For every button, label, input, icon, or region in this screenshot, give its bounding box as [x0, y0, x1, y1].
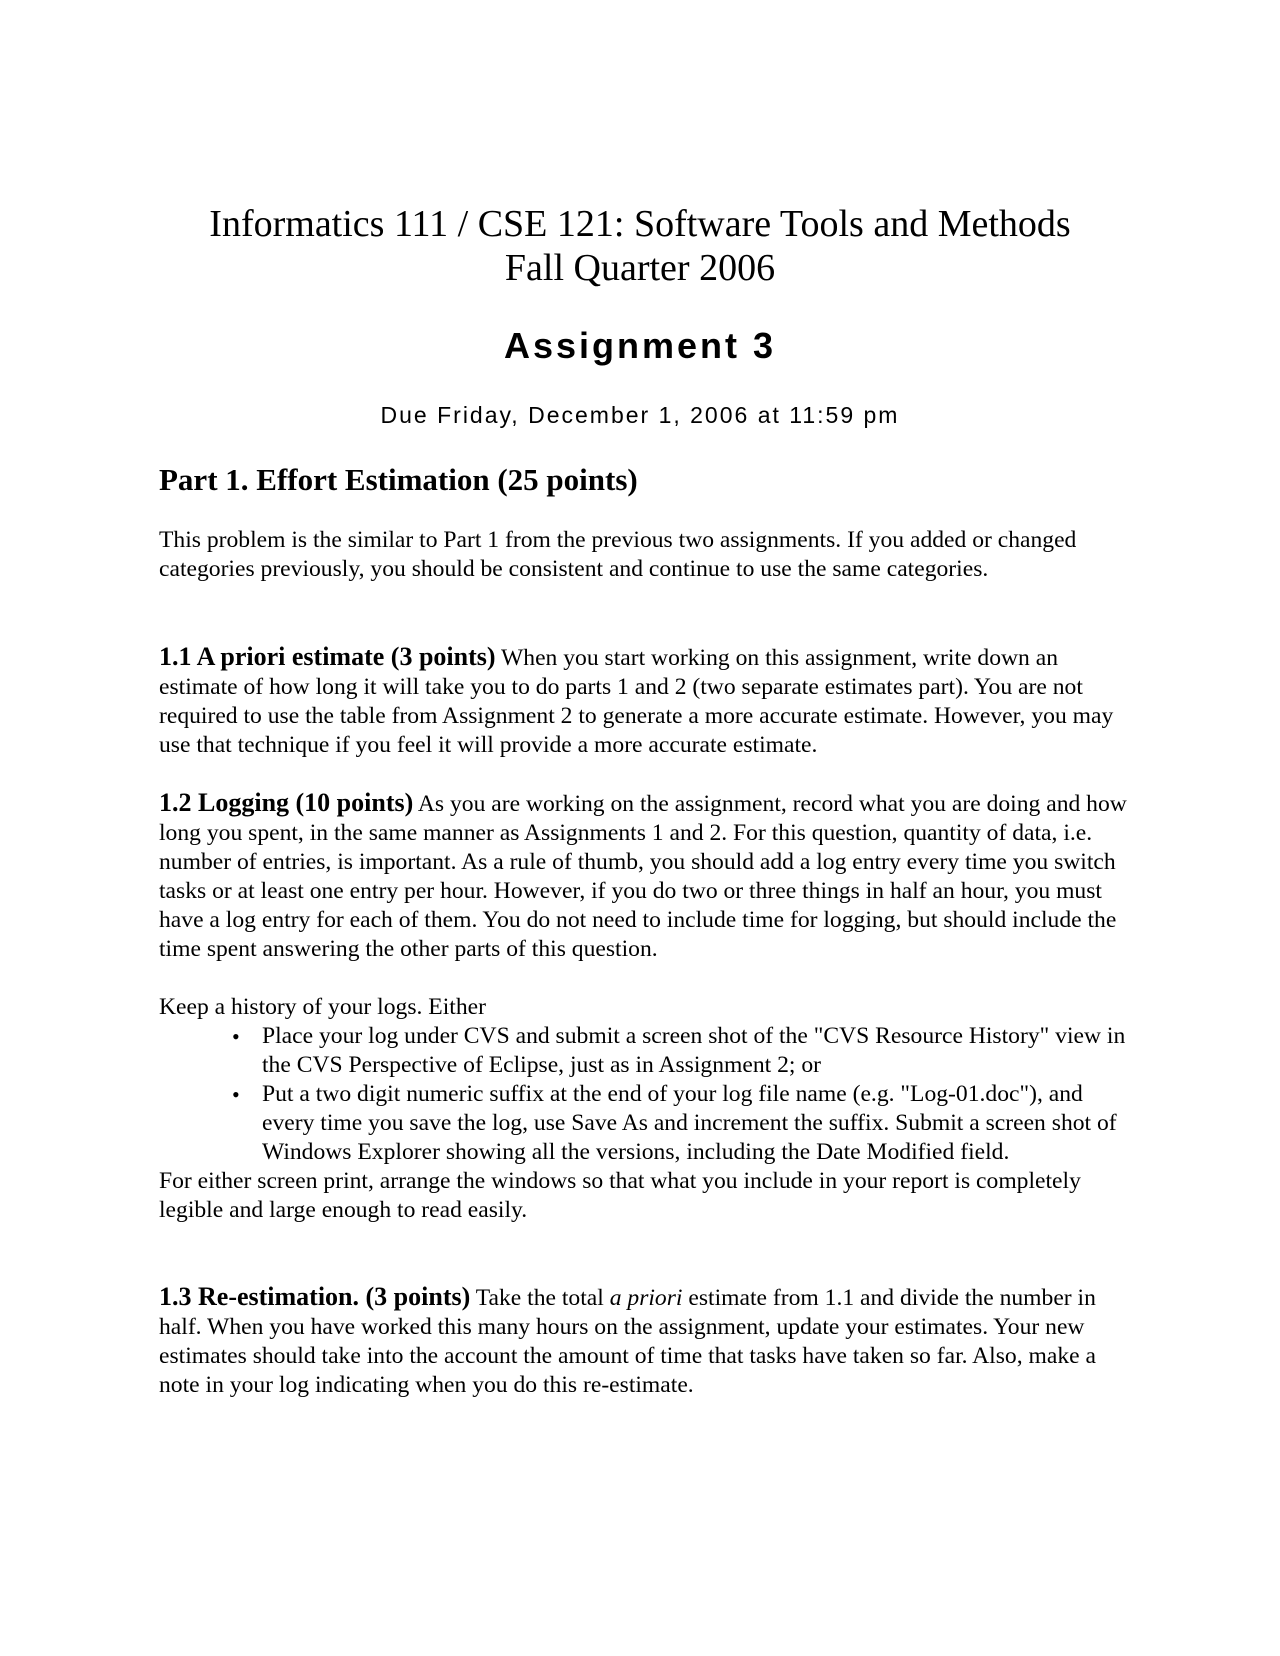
- log-history-block: [159, 993, 1141, 1225]
- section-1-2: [159, 788, 1141, 964]
- quarter-line: Fall Quarter 2006: [504, 247, 776, 289]
- section-1-2-text: As you are working on the assignment, record what you are doing and how long you spent, in the same manner as Assignments 1 and 2. For this question, quantity of data, i.e. number of entries, is important. As a rule of thumb, you should add a log entry every time you switch tasks or at least one entry per hour. However, if you do two or three things in half an hour, you must have a log entry for each of them. You do not need to include time for logging, but should include the time spent answering the other parts of this question.: [159, 791, 1127, 962]
- part1-intro-text: This problem is the similar to Part 1 from the previous two assignments. If you added or changed categories previously, you should be consistent and continue to use the same categories.: [159, 527, 1077, 582]
- section-1-1-paragraph: [159, 642, 1141, 760]
- section-1-3-text-before: Take the total: [470, 1285, 610, 1311]
- assignment-title: Assignment 3: [503, 325, 777, 366]
- section-1-3-heading: 1.3 Re-estimation. (3 points): [159, 1282, 471, 1311]
- section-1-2-heading: 1.2 Logging (10 points): [159, 788, 414, 817]
- part1-intro: [159, 526, 1141, 584]
- section-1-3: [159, 1282, 1141, 1400]
- course-title: Informatics 111 / CSE 121: Software Tools and Methods: [209, 203, 1071, 245]
- section-1-1-heading: 1.1 A priori estimate (3 points): [159, 642, 496, 671]
- section-1-3-text-after: estimate from 1.1 and divide the number in half. When you have worked this many hours on the assignment, update your estimates. Your new estimates should take into the account the amount of time that tasks have taken so far. Also, make a note in your log indicating when you do this re-estimate.: [159, 1285, 1096, 1398]
- list-item: [159, 1080, 1141, 1167]
- bullet-icon: •: [232, 1024, 240, 1049]
- list-item: [159, 1022, 1141, 1080]
- log-history-closing: For either screen print, arrange the windows so that what you include in your report is completely legible and large enough to read easily.: [159, 1168, 1081, 1223]
- section-1-1-text: When you start working on this assignment, write down an estimate of how long it will take you to do parts 1 and 2 (two separate estimates part). You are not required to use the table from Assignment 2 to generate a more accurate estimate. However, you may use that technique if you feel it will provide a more accurate estimate.: [159, 645, 1114, 758]
- section-1-1: [159, 642, 1141, 760]
- section-1-3-paragraph: [159, 1282, 1141, 1400]
- log-history-lead: Keep a history of your logs. Either: [159, 994, 486, 1020]
- part1-heading: Part 1. Effort Estimation (25 points): [159, 462, 638, 497]
- section-1-3-italic: a priori: [609, 1285, 683, 1311]
- due-date-line: Due Friday, December 1, 2006 at 11:59 pm: [380, 402, 900, 428]
- section-1-2-paragraph: [159, 788, 1141, 964]
- bullet-icon: •: [232, 1082, 240, 1107]
- list-item-text: Place your log under CVS and submit a screen shot of the "CVS Resource History" view in the CVS Perspective of Eclipse, just as in Assignment 2; or: [262, 1023, 1126, 1078]
- list-item-text: Put a two digit numeric suffix at the end of your log file name (e.g. "Log-01.doc"), and every time you save the log, use Save As and increment the suffix. Submit a screen shot of Windows Explorer showing all the versions, including the Date Modified field.: [262, 1081, 1117, 1165]
- log-history-options: [159, 1022, 1141, 1167]
